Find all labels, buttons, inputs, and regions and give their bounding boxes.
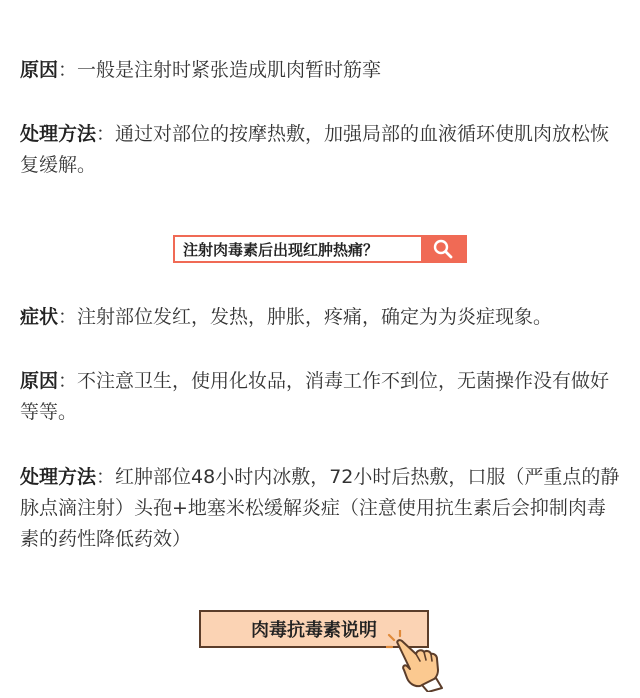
separator: ： — [96, 466, 116, 488]
symptom-label: 症状 — [20, 306, 59, 328]
method-text: 通过对部位的按摩热敷，加强局部的血液循环使肌肉放松恢复缓解。 — [20, 123, 610, 176]
separator: ： — [96, 123, 116, 145]
cause-paragraph-1 — [20, 55, 624, 86]
symptom-text: 注射部位发红，发热，肿胀，疼痛，确定为为炎症现象。 — [77, 306, 553, 328]
method-label: 处理方法 — [20, 123, 97, 145]
separator: ： — [58, 306, 78, 328]
cause-text: 一般是注射时紧张造成肌肉暂时筋挛 — [77, 59, 382, 81]
symptom-paragraph — [20, 302, 624, 333]
separator: ： — [58, 59, 78, 81]
method-paragraph-2 — [20, 462, 624, 555]
cause-label: 原因 — [20, 370, 59, 392]
search-button[interactable] — [421, 237, 465, 261]
search-bar[interactable] — [173, 235, 467, 263]
antitoxin-info-label: 肉毒抗毒素说明 — [251, 620, 377, 641]
pointing-hand-icon — [386, 630, 444, 692]
cause-label: 原因 — [20, 59, 59, 81]
method-text: 红肿部位48小时内冰敷，72小时后热敷，口服（严重点的静脉点滴注射）头孢+地塞米松缓解炎症（注意使用抗生素后会抑制肉毒素的药性降低药效） — [20, 466, 620, 550]
method-paragraph-1 — [20, 119, 624, 181]
search-query[interactable]: 注射肉毒素后出现红肿热痛？ — [183, 240, 379, 259]
cause-paragraph-2 — [20, 366, 624, 428]
method-label: 处理方法 — [20, 466, 97, 488]
cause-text: 不注意卫生，使用化妆品，消毒工作不到位，无菌操作没有做好等等。 — [20, 370, 610, 423]
separator: ： — [58, 370, 78, 392]
search-icon — [433, 239, 453, 259]
